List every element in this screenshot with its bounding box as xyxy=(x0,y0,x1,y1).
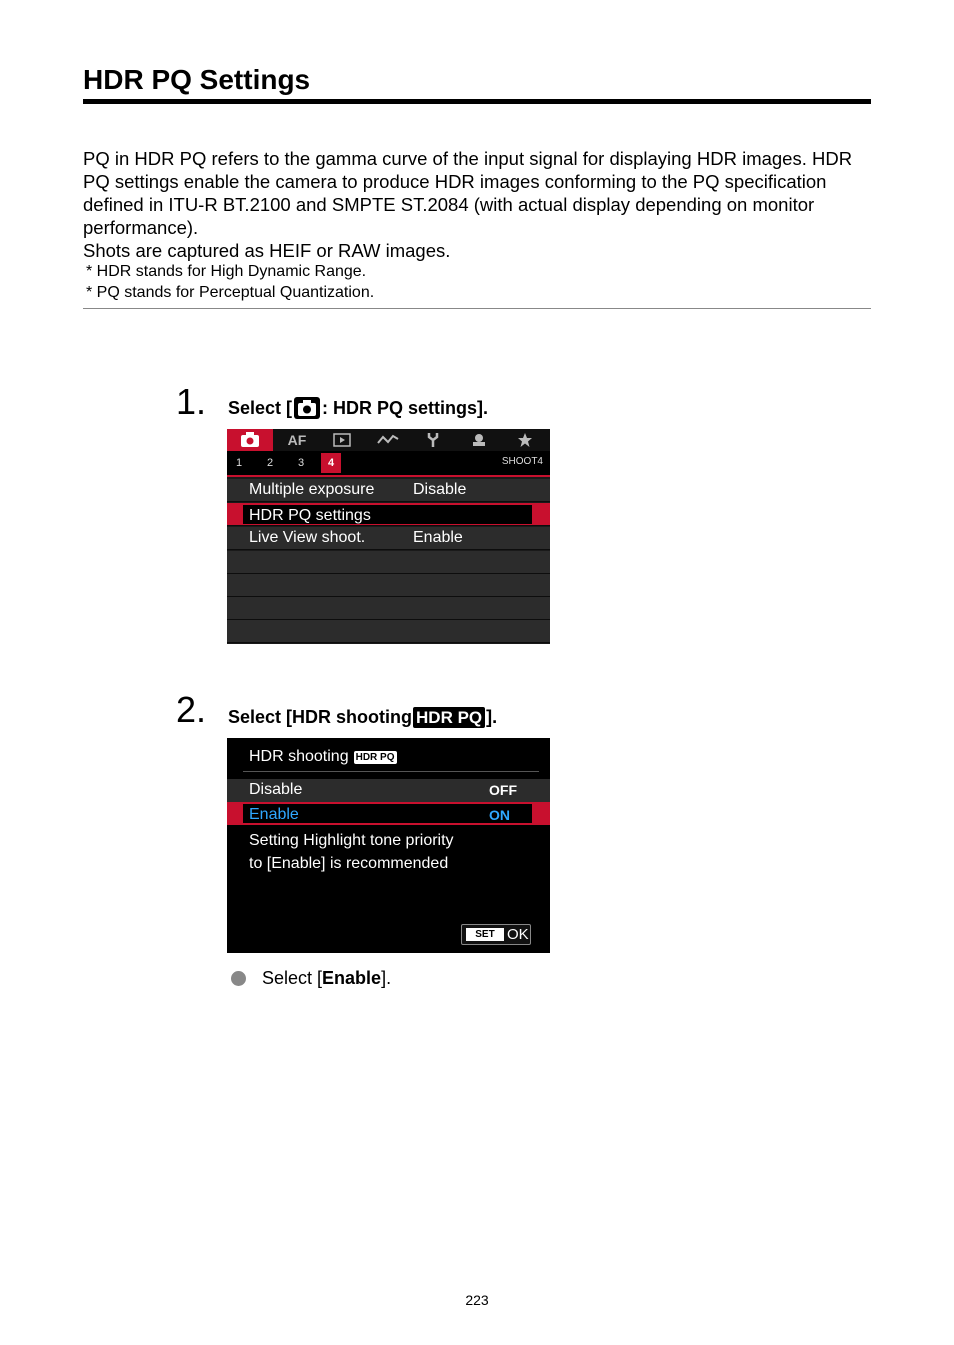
menu-item-label: Live View shoot. xyxy=(249,529,366,546)
option-label: Enable xyxy=(249,806,299,823)
step-text-start: Select [ xyxy=(228,397,293,418)
hdr-pq-badge: HDR PQ xyxy=(413,707,485,728)
screen-title-text: HDR shooting xyxy=(249,748,349,765)
bullet-text-start: Select [ xyxy=(262,968,323,988)
option-value: ON xyxy=(489,807,510,823)
hdr-shooting-screen xyxy=(227,738,550,953)
footnote-hdr: * HDR stands for High Dynamic Range. xyxy=(86,263,367,280)
set-label: SET xyxy=(466,928,504,941)
option-enable[interactable] xyxy=(227,802,550,825)
subtab-3[interactable]: 3 xyxy=(298,457,305,469)
message-line: Setting Highlight tone priority xyxy=(249,832,454,849)
menu-tab-bar xyxy=(227,429,550,451)
tab-playback[interactable] xyxy=(322,429,362,451)
menu-item-hdr-pq-settings[interactable] xyxy=(227,503,550,526)
menu-item-empty xyxy=(227,597,550,620)
set-ok-button[interactable] xyxy=(461,924,531,945)
menu-item-value: Enable xyxy=(413,529,463,546)
menu-item-empty xyxy=(227,620,550,643)
menu-item-value: Disable xyxy=(413,481,467,498)
option-value: OFF xyxy=(489,782,517,798)
shoot-page-label: SHOOT4 xyxy=(501,456,543,467)
step-text-end: : HDR PQ settings]. xyxy=(322,397,489,418)
subtab-1[interactable]: 1 xyxy=(236,457,243,469)
tab-setup[interactable] xyxy=(413,429,453,451)
step-text-end: ]. xyxy=(486,707,498,727)
intro-paragraph-2: Shots are captured as HEIF or RAW images. xyxy=(83,240,451,261)
intro-paragraph: PQ in HDR PQ refers to the gamma curve of the input signal for displaying HDR images. HDR PQ settings enable the camera to produce HDR images conforming to the PQ specification defined in ITU-R BT.2100 and SMPTE ST.2084 (with actual display depending on monitor performance). xyxy=(83,148,853,238)
menu-item-live-view-shoot[interactable] xyxy=(227,527,550,550)
page-title: HDR PQ Settings xyxy=(83,64,311,95)
bullet-instruction xyxy=(262,968,391,989)
subtab-4[interactable]: 4 xyxy=(321,453,341,473)
screen-title xyxy=(249,748,397,766)
recommendation-message xyxy=(249,829,539,875)
menu-item-empty xyxy=(227,551,550,574)
step-instruction xyxy=(228,707,497,728)
camera-icon xyxy=(294,397,320,419)
menu-item-label: HDR PQ settings xyxy=(249,507,371,524)
option-disable[interactable] xyxy=(227,779,550,802)
page-number: 223 xyxy=(465,1292,489,1308)
step-instruction xyxy=(228,397,488,419)
tab-custom[interactable] xyxy=(459,429,499,451)
title-divider xyxy=(243,771,539,772)
tab-shoot[interactable] xyxy=(227,429,273,451)
camera-menu-screen xyxy=(227,429,550,644)
menu-subtab-bar xyxy=(227,451,550,477)
ok-label: OK xyxy=(507,926,529,943)
tab-wireless[interactable] xyxy=(368,429,408,451)
bullet-text-bold: Enable xyxy=(322,968,382,988)
step-number: 2. xyxy=(176,689,207,730)
section-divider xyxy=(83,308,871,309)
menu-item-empty xyxy=(227,574,550,597)
title-rule xyxy=(83,99,871,104)
menu-item-label: Multiple exposure xyxy=(249,481,375,498)
step-number: 1. xyxy=(176,381,207,422)
intro-text xyxy=(83,147,883,262)
message-line: to [Enable] is recommended xyxy=(249,855,449,872)
subtab-2[interactable]: 2 xyxy=(267,457,274,469)
hdr-pq-badge: HDR PQ xyxy=(355,751,395,763)
option-label: Disable xyxy=(249,781,303,798)
footnote-pq: * PQ stands for Perceptual Quantization. xyxy=(86,284,375,301)
menu-item-multiple-exposure[interactable] xyxy=(227,479,550,502)
step-text-start: Select [HDR shooting xyxy=(228,707,413,727)
bullet-icon xyxy=(231,971,246,986)
tab-af[interactable]: AF xyxy=(287,432,307,448)
bullet-text-end: ]. xyxy=(381,968,392,988)
tab-mymenu[interactable] xyxy=(505,429,545,451)
